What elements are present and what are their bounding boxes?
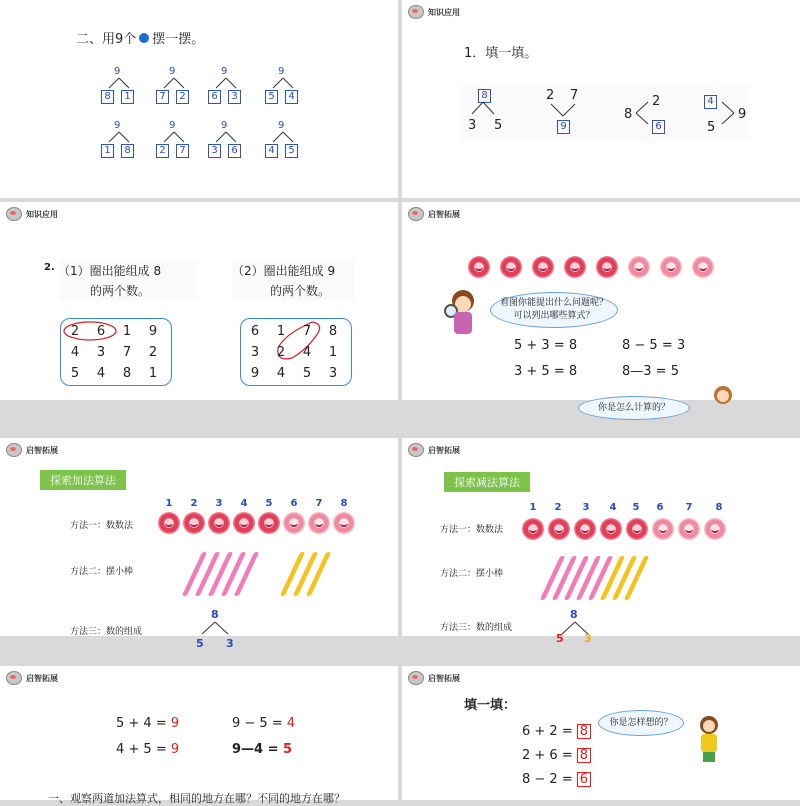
answer-box[interactable]: 6 [652, 120, 665, 134]
grid-number[interactable]: 2 [70, 324, 80, 339]
count-number: 8 [340, 498, 348, 509]
flower-mouth [711, 526, 719, 533]
grid-number[interactable]: 6 [250, 324, 260, 339]
count-number: 8 [715, 502, 723, 513]
split-lines [268, 78, 298, 90]
grid-number[interactable]: 4 [302, 345, 312, 360]
flower-mouth [290, 520, 298, 527]
question-text: 一、观察两道加法算式，相同的地方在哪？不同的地方在哪？ [48, 792, 345, 805]
girl-with-magnifier-icon [444, 290, 480, 340]
flower-mouth [603, 264, 611, 271]
logo-icon [6, 443, 22, 457]
yellow-stick [280, 552, 306, 596]
slide-header: 启智拓展 [6, 442, 58, 458]
question-1: （1）圈出能组成 8 [58, 264, 162, 278]
flower-icon [678, 518, 700, 540]
flower-icon [308, 512, 330, 534]
grid-number[interactable]: 4 [96, 366, 106, 381]
grid-number[interactable]: 9 [250, 366, 260, 381]
count-number: 1 [165, 498, 173, 509]
split-lines [198, 622, 232, 636]
tree-top: 9 [278, 120, 285, 131]
number-box[interactable]: 5 [265, 90, 278, 104]
girl-icon [708, 386, 738, 400]
tree-top: 9 [169, 120, 176, 131]
grid-number[interactable]: 1 [148, 366, 158, 381]
flower-icon [692, 256, 714, 278]
number-box[interactable]: 2 [176, 90, 189, 104]
number: 5 [556, 632, 564, 645]
pink-stick [182, 552, 208, 596]
grid-number[interactable]: 3 [328, 366, 338, 381]
answer-box[interactable]: 4 [704, 95, 717, 109]
flower-mouth [475, 264, 483, 271]
grid-number[interactable]: 5 [302, 366, 312, 381]
grid-number[interactable]: 1 [276, 324, 286, 339]
tree-top: 9 [114, 120, 121, 131]
number: 3 [584, 632, 592, 645]
grid-number[interactable]: 2 [148, 345, 158, 360]
count-number: 6 [290, 498, 298, 509]
grid-number[interactable]: 1 [122, 324, 132, 339]
slide-7[interactable]: 启智拓展 5 + 4 = 9 9 − 5 = 4 4 + 5 = 9 9—4 = 5 一、观察两道加法算式，相同的地方在哪？不同的地方在哪？ [0, 666, 398, 800]
flower-mouth [190, 520, 198, 527]
logo-icon [408, 207, 424, 221]
flower-mouth [685, 526, 693, 533]
flower-icon [233, 512, 255, 534]
grid-number[interactable]: 7 [302, 324, 312, 339]
flower-icon [660, 256, 682, 278]
number-box[interactable]: 1 [121, 90, 134, 104]
flower-mouth [165, 520, 173, 527]
count-number: 3 [582, 502, 590, 513]
count-number: 7 [315, 498, 323, 509]
flower-icon [704, 518, 726, 540]
tree-top: 9 [221, 66, 228, 77]
flower-mouth [667, 264, 675, 271]
grid-number[interactable]: 5 [70, 366, 80, 381]
slide-3[interactable]: 知识应用 2. （1）圈出能组成 8 的两个数。 （2）圈出能组成 9 的两个数。 2 6 1 9 4 3 7 2 5 4 8 1 6 1 7 8 3 2 4 1 9 4 5 3 [0, 202, 398, 400]
flower-icon [628, 256, 650, 278]
slide-1[interactable] [0, 0, 398, 198]
answer-box[interactable]: 8 [478, 89, 491, 103]
flower-icon [600, 518, 622, 540]
split-lines [104, 132, 134, 144]
logo-icon [408, 443, 424, 457]
grid-number[interactable]: 3 [96, 345, 106, 360]
flower-icon [158, 512, 180, 534]
flower-icon [258, 512, 280, 534]
flower-mouth [340, 520, 348, 527]
slide-6[interactable]: 启智拓展 探索减法算法 方法一：数数法 方法二：摆小棒 方法三：数的组成 8 1 2 3 4 5 6 7 8 5 3 [402, 438, 800, 636]
section-banner: 探索加法算法 [40, 470, 126, 490]
number-box[interactable]: 4 [265, 144, 278, 158]
speech-bubble: 看图你能提出什么问题呢？ 可以列出哪些算式？ [490, 292, 618, 328]
flower-icon [626, 518, 648, 540]
slide-2[interactable]: 知识应用 1．填一填。 8 3 5 2 7 9 8 2 6 4 5 9 [402, 0, 800, 198]
flower-mouth [633, 526, 641, 533]
flower-mouth [265, 520, 273, 527]
slide-header: 启智拓展 [6, 670, 58, 686]
tree-top: 9 [114, 66, 121, 77]
count-number: 5 [632, 502, 640, 513]
girl-icon [694, 716, 724, 764]
grid-number[interactable]: 9 [148, 324, 158, 339]
number-box[interactable]: 3 [208, 144, 221, 158]
flower-icon [468, 256, 490, 278]
slide1-title: 二、用9个 摆一摆。 [76, 32, 205, 47]
flower-icon [333, 512, 355, 534]
logo-icon [6, 207, 22, 221]
number-box[interactable]: 6 [228, 144, 241, 158]
split-lines [104, 78, 134, 90]
flower-icon [574, 518, 596, 540]
merge-lines [720, 98, 736, 128]
number-box[interactable]: 5 [285, 144, 298, 158]
yellow-stick [624, 556, 650, 600]
grid-number[interactable]: 7 [122, 345, 132, 360]
count-number: 3 [215, 498, 223, 509]
number: 3 [226, 637, 234, 650]
count-number: 4 [609, 502, 617, 513]
flower-mouth [507, 264, 515, 271]
tree-top: 9 [169, 66, 176, 77]
flower-icon [500, 256, 522, 278]
tree-top: 9 [278, 66, 285, 77]
flower-mouth [539, 264, 547, 271]
number-box[interactable]: 4 [285, 90, 298, 104]
logo-icon [408, 671, 424, 685]
flower-mouth [529, 526, 537, 533]
flower-mouth [240, 520, 248, 527]
number-box[interactable]: 1 [101, 144, 114, 158]
flower-icon [564, 256, 586, 278]
flower-mouth [315, 520, 323, 527]
blue-dot-icon [139, 33, 149, 43]
flower-icon [652, 518, 674, 540]
number-box[interactable]: 7 [176, 144, 189, 158]
number-box[interactable]: 2 [156, 144, 169, 158]
split-lines [268, 132, 298, 144]
grid-number[interactable]: 8 [122, 366, 132, 381]
grid-number[interactable]: 4 [276, 366, 286, 381]
split-lines [159, 132, 189, 144]
flower-icon [183, 512, 205, 534]
split-lines [468, 102, 498, 116]
count-number: 1 [529, 502, 537, 513]
number-box[interactable]: 3 [228, 90, 241, 104]
grid-number[interactable]: 4 [70, 345, 80, 360]
slide-header: 启智拓展 [408, 206, 460, 222]
count-number: 7 [685, 502, 693, 513]
flower-icon [532, 256, 554, 278]
split-lines [211, 78, 241, 90]
slide-header: 知识应用 [408, 4, 460, 20]
grid-number[interactable]: 1 [328, 345, 338, 360]
answer-box[interactable]: 9 [557, 120, 570, 134]
number-box[interactable]: 7 [156, 90, 169, 104]
slide-5[interactable]: 启智拓展 探索加法算法 方法一：数数法 方法二：摆小棒 方法三：数的组成 8 1 2 3 4 5 6 7 8 5 3 [0, 438, 398, 636]
number-box[interactable]: 6 [208, 90, 221, 104]
logo-icon [6, 671, 22, 685]
flower-icon [596, 256, 618, 278]
slide-4[interactable]: 启智拓展 看图你能提出什么问题呢？ 可以列出哪些算式？ 5 + 3 = 8 8 − 5 = 3 3 + 5 = 8 8—3 = 5 你是怎么计算的？ [402, 202, 800, 400]
flower-mouth [555, 526, 563, 533]
task-title: 1．填一填。 [464, 46, 538, 61]
flower-mouth [215, 520, 223, 527]
split-lines [211, 132, 241, 144]
grid-number[interactable]: 8 [328, 324, 338, 339]
flower-mouth [659, 526, 667, 533]
slide-8[interactable]: 启智拓展 填一填： 你是怎样想的？ 6 + 2 = 8 2 + 6 = 8 8 − 2 = 6 [402, 666, 800, 800]
count-number: 5 [265, 498, 273, 509]
slide-header: 启智拓展 [408, 670, 460, 686]
number-box[interactable]: 8 [121, 144, 134, 158]
flower-mouth [571, 264, 579, 271]
grid-number[interactable]: 6 [96, 324, 106, 339]
slide-header: 知识应用 [6, 206, 58, 222]
slide-header: 启智拓展 [408, 442, 460, 458]
flower-mouth [699, 264, 707, 271]
flower-mouth [635, 264, 643, 271]
count-number: 4 [240, 498, 248, 509]
question-2: （2）圈出能组成 9 [232, 264, 336, 278]
section-banner: 探索减法算法 [444, 472, 530, 492]
flower-icon [283, 512, 305, 534]
split-lines [634, 98, 650, 128]
speech-bubble: 你是怎样想的？ [598, 710, 684, 736]
speech-bubble: 你是怎么计算的？ [578, 396, 690, 420]
flower-icon [522, 518, 544, 540]
merge-lines [548, 104, 578, 118]
flower-icon [548, 518, 570, 540]
logo-icon [408, 5, 424, 19]
slide8-title: 填一填： [464, 698, 517, 713]
flower-icon [208, 512, 230, 534]
tree-top: 9 [221, 120, 228, 131]
split-lines [159, 78, 189, 90]
grid-number[interactable]: 3 [250, 345, 260, 360]
flower-mouth [607, 526, 615, 533]
number: 5 [196, 637, 204, 650]
grid-number[interactable]: 2 [276, 345, 286, 360]
flower-mouth [581, 526, 589, 533]
count-number: 2 [190, 498, 198, 509]
count-number: 2 [554, 502, 562, 513]
number-box[interactable]: 8 [101, 90, 114, 104]
count-number: 6 [656, 502, 664, 513]
